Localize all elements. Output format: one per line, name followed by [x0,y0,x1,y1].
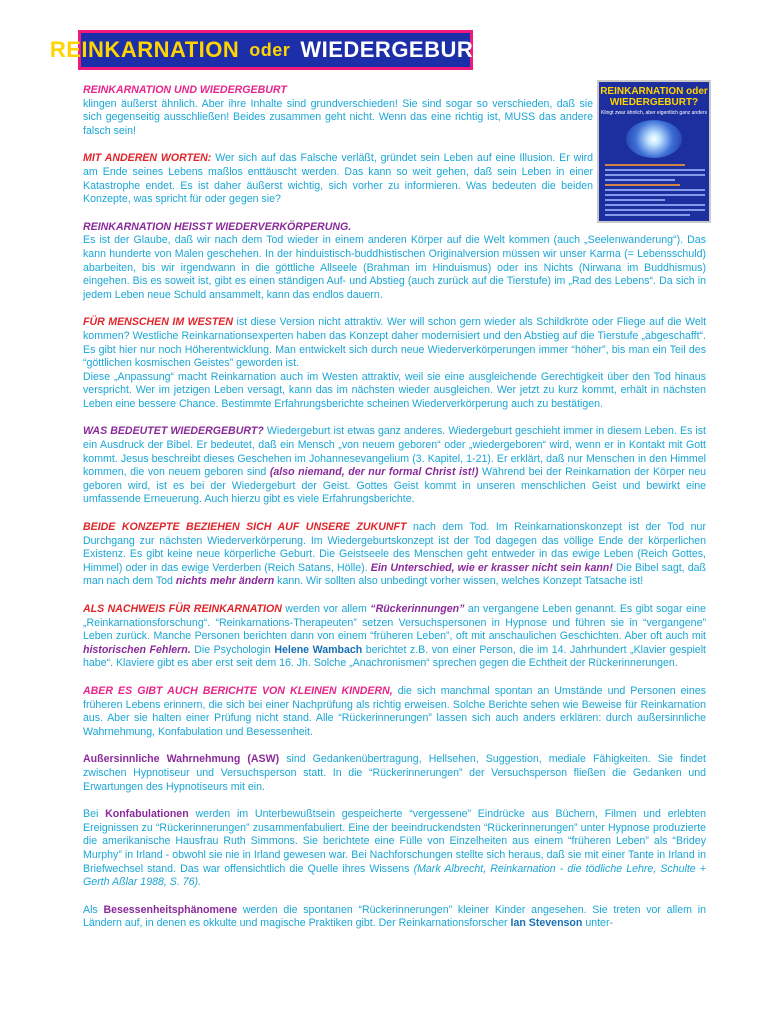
thumbnail-subtitle: Klingt zwar ähnlich, aber eigentlich ganz anders [601,110,707,116]
section-besessenheit [83,904,706,931]
title-word-reinkarnation: REINKARNATION [49,37,240,62]
section-text-2: unter- [585,917,614,930]
section-text: klingen äußerst ähnlich. Aber ihre Inhalte sind grundverschieden! Sie sind sogar so verschieden, daß sie sich gegenseitig ausschließen! Beides zusammen geht nicht. Wenn das eine richtig ist, MUSS das andere falsch sein! [83,97,593,137]
thumbnail-title: REINKARNATION oder WIEDERGEBURT? [600,86,708,108]
person-name: Ian Stevenson [510,917,583,930]
article-body [83,84,706,945]
section-pre: Als [83,903,98,916]
section-nachweis-reinkarnation [83,603,706,671]
section-heading: Konfabulationen [105,808,189,821]
section-text: werden die spontanen “Rückerinnerungen” kleiner Kinder angesehen. Sie treten vor allem in Ländern auf, in denen es okkulte und magische Praktiken gibt. Der Reinkarnationsforscher [83,903,706,930]
section-was-bedeutet-wiedergeburt [83,425,706,507]
section-beide-konzepte [83,521,706,589]
section-emphasis: “Rückerinnungen” [370,603,465,615]
section-text-3: Die Psychologin [194,643,271,656]
section-text: ist diese Version nicht attraktiv. Wer will schon gern wieder als Schildkröte oder Fliege auf die Welt kommen? Westliche Reinkarnationsexperten haben das Konzept daher modernisiert und den Abstieg auf die Tierstufe „abgeschafft“. Es gibt hier nur noch Höherentwicklung. Man entwickelt sich durch neue Wiederverkörperungen immer “höher”, bis man ein Teil des “göttlichen kosmischen Geistes” geworden ist. [83,316,707,370]
section-text-2: Die Bibel sagt, daß man nach dem Tod [83,561,706,588]
section-heading: MIT ANDEREN WORTEN: [83,152,212,165]
section-text-3: kann. Wir sollten also unbedingt vorher wissen, welches Konzept Tatsache ist! [277,575,644,588]
section-text: sind Gedankenübertragung, Hellsehen, Suggestion, mediale Fähigkeiten. Sie findet zwischen Hypnotiseur und Versuchsperson statt. In die “Rückerinnerungen” der Versuchsperson fließen die Gedanken und Erwartungen des Hypnotiseurs mit ein. [83,753,706,793]
section-heading: REINKARNATION UND WIEDERGEBURT [83,84,287,96]
title-word-oder: oder [249,39,291,60]
title-word-wiedergeburt: WIEDERGEBURT? [300,37,502,62]
section-heading: ABER ES GIBT AUCH BERICHTE VON KLEINEN KINDERN, [83,684,393,697]
section-text: Wiedergeburt ist etwas ganz anderes. Wiedergeburt geschieht immer in diesem Leben. Es ist ein Ausdruck der Bibel. Er bedeutet, daß ein Mensch „von neuem geboren“ oder „wiedergeboren“ wird, wenn er in Kontakt mit Gott kommt. Jesus beschreibt dieses Geschehen im Johannesevangelium (3. Kapitel, 1-21). Er erklärt, daß nur Menschen in den Himmel kommen, die von neuem geboren sind [83,425,706,479]
section-text-2: Diese „Anpassung“ macht Reinkarnation auch im Westen attraktiv, weil sie eine ausgleichende Gerechtigkeit über den Tod hinaus verspricht. Wer im jetzigen Leben versagt, kann das im nächsten wieder ausgleichen. Wer jetzt zu kurz kommt, erhält in nächsten Leben eine bessere Chance. Bestimmte Erfahrungsberichte scheinen Wiederverkörperung auch zu bestätigen. [83,370,706,410]
section-berichte-kinder [83,685,706,739]
person-name: Helene Wambach [274,643,363,656]
section-text: Wer sich auf das Falsche verläßt, gründet sein Leben auf eine Illusion. Er wird am Ende seines Lebens maßlos enttäuscht werden. Das kann so weit gehen, daß sein Leben in einer Katastrophe endet. Es ist daher äußerst wichtig, sich vorher zu informieren. Was bedeuten die beiden Konzepte, was spricht für oder gegen sie? [83,152,593,206]
section-konfabulationen [83,808,706,890]
section-heading: ALS NACHWEIS FÜR REINKARNATION [83,603,282,615]
section-emphasis: Ein Unterschied, wie er krasser nicht sein kann! [370,561,613,574]
section-text: werden vor allem [285,603,367,615]
section-heading: Außersinnliche Wahrnehmung (ASW) [83,753,280,766]
section-menschen-im-westen [83,316,706,411]
section-text: Es ist der Glaube, daß wir nach dem Tod wieder in einem anderen Körper auf die Welt kommen (auch „Seelenwanderung“). Das kann hunderte von Malen geschehen. In der hinduistisch-buddhistischen Originalversion müssen wir unser Karma (= Lebensschuld) abarbeiten, bis wir irgendwann in die göttliche Allseele (Brahman im Hinduismus) oder ins Nichts (Nirwana im Buddhismus) eingehen. Bis es soweit ist, gibt es einen ständigen Auf- und Abstieg (auch zurück auf die Tierstufe) im „Rad des Lebens“. Da sich in jedem Leben neue Schuld ansammelt, kann das endlos dauern. [83,234,706,301]
section-text-4: berichtet z.B. von einer Person, die im 14. Jahrhundert „Klavier gespielt habe“. Klaviere gibt es aber erst seit dem 16. Jh. Solche „Anachronismen“ sprechen gegen die Echtheit der Rückerinnerungen. [83,643,707,670]
section-heading: BEIDE KONZEPTE BEZIEHEN SICH AUF UNSERE ZUKUNFT [83,521,407,534]
section-text-2: an vergangene Leben genannt. Es gibt sogar eine „Reinkarnationsforschung“. “Reinkarnations-Therapeuten” setzen Versuchspersonen in Hypnose und führen sie in “vergangene” Leben zurück. Manche Personen berichten dann von einem “früheren Leben”, oft mit anschaulichen Geschichten. Aber oft auch mit [83,603,707,643]
section-text-2: Während bei der Reinkarnation der Körper neu geboren wird, ist es bei der Wiedergeburt der Geist. Gottes Geist kommt in unseren menschlichen Geist und bewirkt eine umfassende Erneuerung. Auch hierzu gibt es viele Erfahrungsberichte. [83,466,707,506]
section-pre: Bei [83,808,99,821]
section-reinkarnation-und-wiedergeburt [83,84,593,138]
section-text: die sich manchmal spontan an Umstände und Personen eines früheren Lebens erinnern, die sich bei einer Nachprüfung als richtig erweisen. Solche Berichte sehen wie Beweise für Reinkarnation aus. Aber sie halten einer Prüfung nicht stand. Alle “Rückerinnerungen” lassen sich auch anders erklären: durch außersinnliche Wahrnehmung, Konfabulation und Besessenheit. [83,684,706,738]
section-heading: REINKARNATION HEISST WIEDERVERKÖRPERUNG. [83,220,352,233]
citation: (Mark Albrecht, Reinkarnation - die tödliche Lehre, Schulte + Gerth Aßlar 1988, S. 76). [83,862,706,889]
section-emphasis-2: nichts mehr ändern [175,575,275,588]
section-heading: Besessenheitsphänomene [103,903,238,916]
section-reinkarnation-heisst [83,221,706,303]
section-emphasis-2: historischen Fehlern. [83,643,191,656]
section-asw [83,753,706,794]
section-emphasis: (also niemand, der nur formal Christ ist!) [269,466,479,479]
section-mit-anderen-worten [83,152,593,206]
section-heading: FÜR MENSCHEN IM WESTEN [83,316,234,329]
section-text: werden im Unterbewußtsein gespeicherte “vergessene” Eindrücke aus Büchern, Filmen und erlebten Ereignissen zu “Rückerinnerungen” zusammenfabuliert. Eine der beeindruckendsten “Rückerinnerungen” unter Hypnose produzierte die amerikanische Hausfrau Ruth Simmons. Sie berichtete eine Fülle von Einzelheiten aus einem “früheren Leben” als “Bridey Murphy” in Irland - obwohl sie nie in Irland gewesen war. Bei Nachforschungen stellte sich heraus, daß sie mit einer Tante in Irland in Briefwechsel stand. Das war offensichtlich die Quelle ihres Wissens [83,808,706,875]
section-text: nach dem Tod. Im Reinkarnationskonzept ist der Tod nur Durchgang zur nächsten Wiederverkörperung. Im Wiedergeburtskonzept ist der Tod dagegen das völlige Ende der körperlichen Existenz. Es gibt keine neue körperliche Geburt. Die Geistseele des Menschen geht entweder in das ewige Leben (Reich Gottes, Himmel) oder in das ewige Verderben (Reich Satans, Hölle). [83,521,706,574]
section-heading: WAS BEDEUTET WIEDERGEBURT? [83,425,264,438]
page-title-banner [49,30,502,70]
